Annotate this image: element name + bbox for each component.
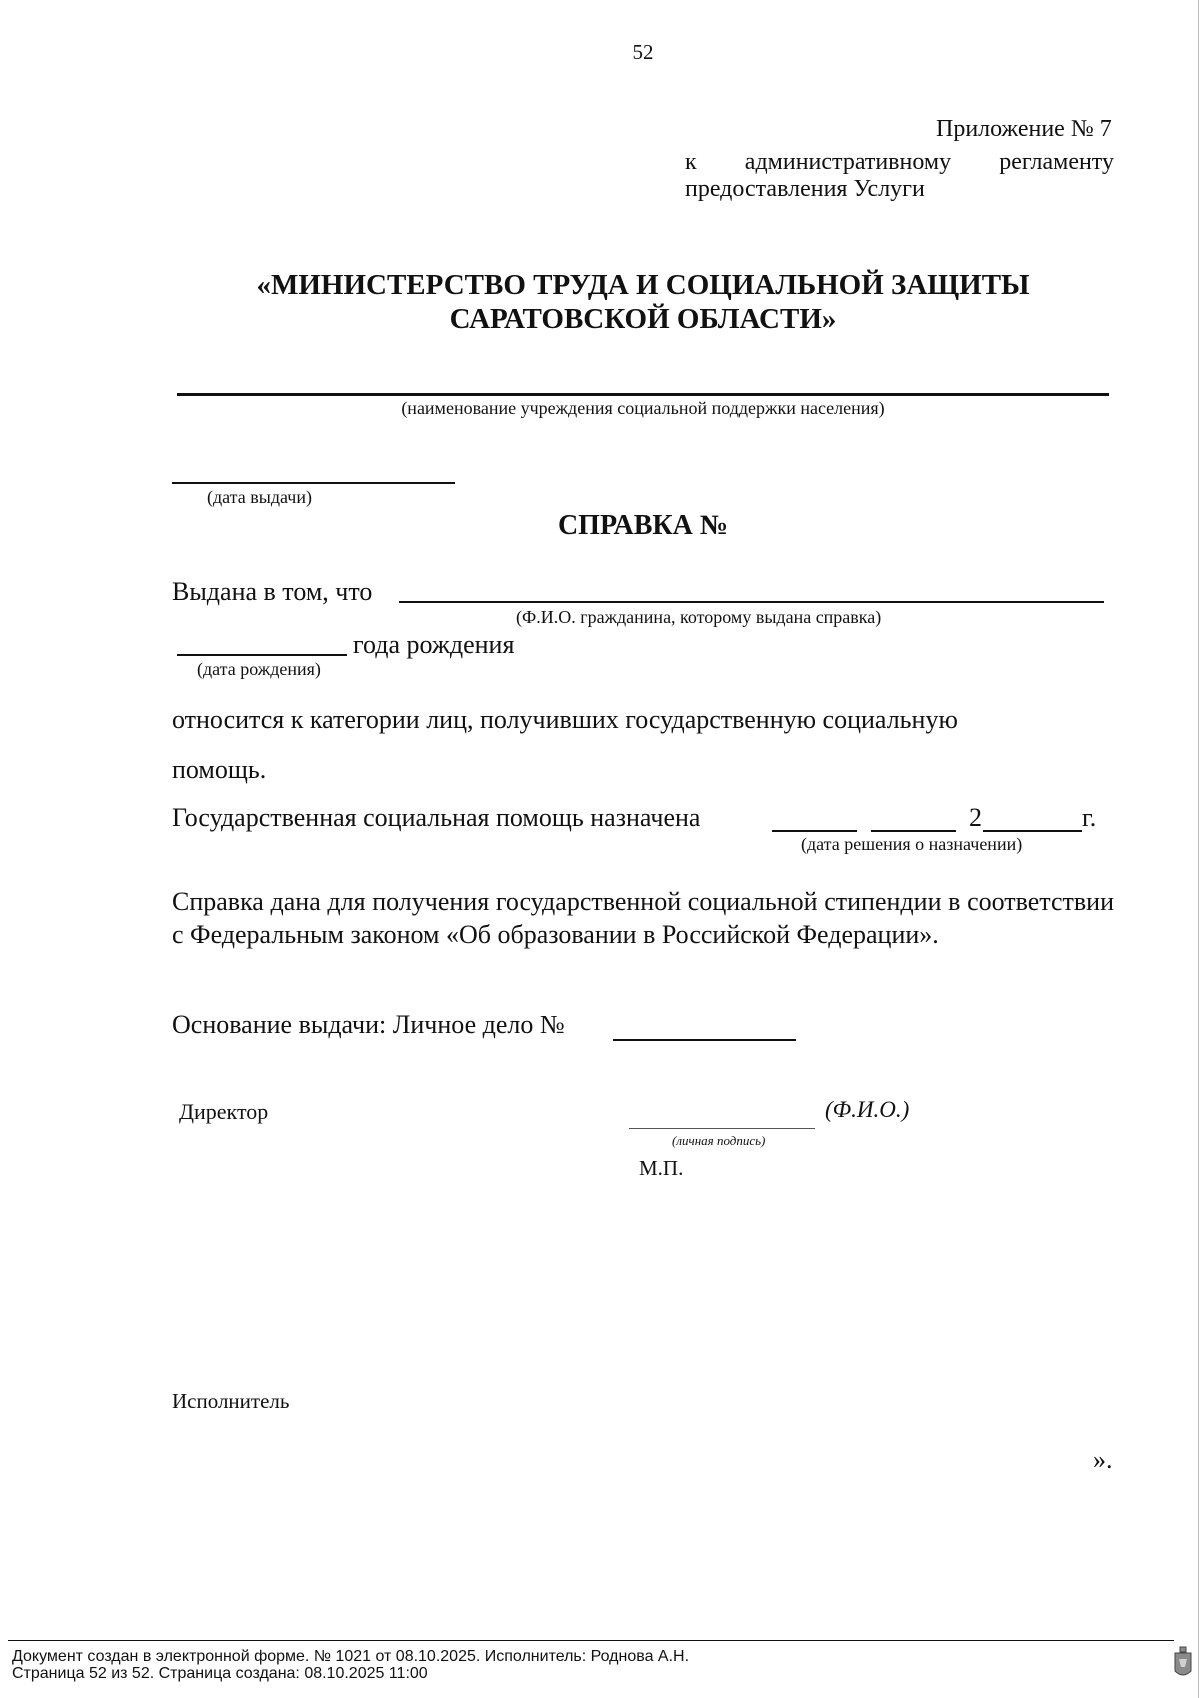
executor-label: Исполнитель: [172, 1389, 290, 1413]
institution-field-line: [177, 393, 1109, 396]
organization-title-line: САРАТОВСКОЙ ОБЛАСТИ»: [449, 303, 837, 335]
footer-separator: [8, 1640, 1174, 1641]
fio-field-line: [399, 601, 1104, 603]
issue-date-field-line: [172, 482, 455, 484]
organization-title-line: «МИНИСТЕРСТВО ТРУДА И СОЦИАЛЬНОЙ ЗАЩИТЫ: [256, 269, 1030, 301]
appendix-title: Приложение № 7: [936, 116, 1112, 142]
footer-line: Страница 52 из 52. Страница создана: 08.10.2025 11:00: [12, 1665, 428, 1682]
footer-line: Документ создан в электронной форме. № 1021 от 08.10.2025. Исполнитель: Роднова А.Н.: [12, 1648, 690, 1665]
assigned-year-field-line: [983, 830, 1082, 832]
appendix-word: к: [685, 149, 697, 175]
assigned-label: Государственная социальная помощь назначена: [172, 803, 701, 832]
fio-caption: (Ф.И.О. гражданина, которому выдана справка): [516, 607, 882, 627]
assigned-day-field-line: [772, 830, 857, 832]
institution-caption: (наименование учреждения социальной поддержки населения): [401, 398, 885, 418]
organization-title: [0, 268, 1200, 336]
year-suffix: г.: [1082, 803, 1097, 832]
assigned-month-field-line: [871, 830, 956, 832]
issue-date-caption: (дата выдачи): [207, 487, 312, 507]
purpose-paragraph: Справка дана для получения государственной социальной стипендии в соответствии с Федеральным законом «Об образовании в Российской Федерации».: [172, 887, 1114, 949]
case-number-field-line: [613, 1039, 796, 1041]
category-text-line: относится к категории лиц, получивших государственную социальную: [172, 705, 958, 734]
signature-caption: (личная подпись): [672, 1133, 766, 1148]
appendix-word: регламенту: [999, 149, 1114, 175]
closing-quote: ».: [1093, 1445, 1113, 1474]
appendix-word: административному: [744, 149, 952, 175]
appendix-subtitle: предоставления Услуги: [685, 176, 925, 202]
certificate-title: СПРАВКА №: [557, 510, 729, 541]
decision-date-caption: (дата решения о назначении): [801, 834, 1023, 854]
birth-date-field-line: [177, 654, 347, 656]
issued-to-label: Выдана в том, что: [172, 577, 373, 606]
basis-label: Основание выдачи: Личное дело №: [172, 1010, 565, 1039]
page-number: 52: [632, 40, 654, 64]
signature-field-line: [629, 1128, 815, 1129]
director-label: Директор: [179, 1099, 269, 1124]
page-edge: [1198, 0, 1199, 1698]
category-text-line: помощь.: [172, 755, 267, 784]
birth-label: года рождения: [353, 630, 515, 659]
stamp-label: М.П.: [639, 1156, 684, 1180]
year-prefix: 2: [969, 803, 982, 832]
coat-of-arms-icon: [1172, 1645, 1194, 1683]
appendix-line: [685, 149, 1114, 176]
birth-caption: (дата рождения): [197, 659, 321, 679]
director-fio: (Ф.И.О.): [825, 1097, 910, 1122]
